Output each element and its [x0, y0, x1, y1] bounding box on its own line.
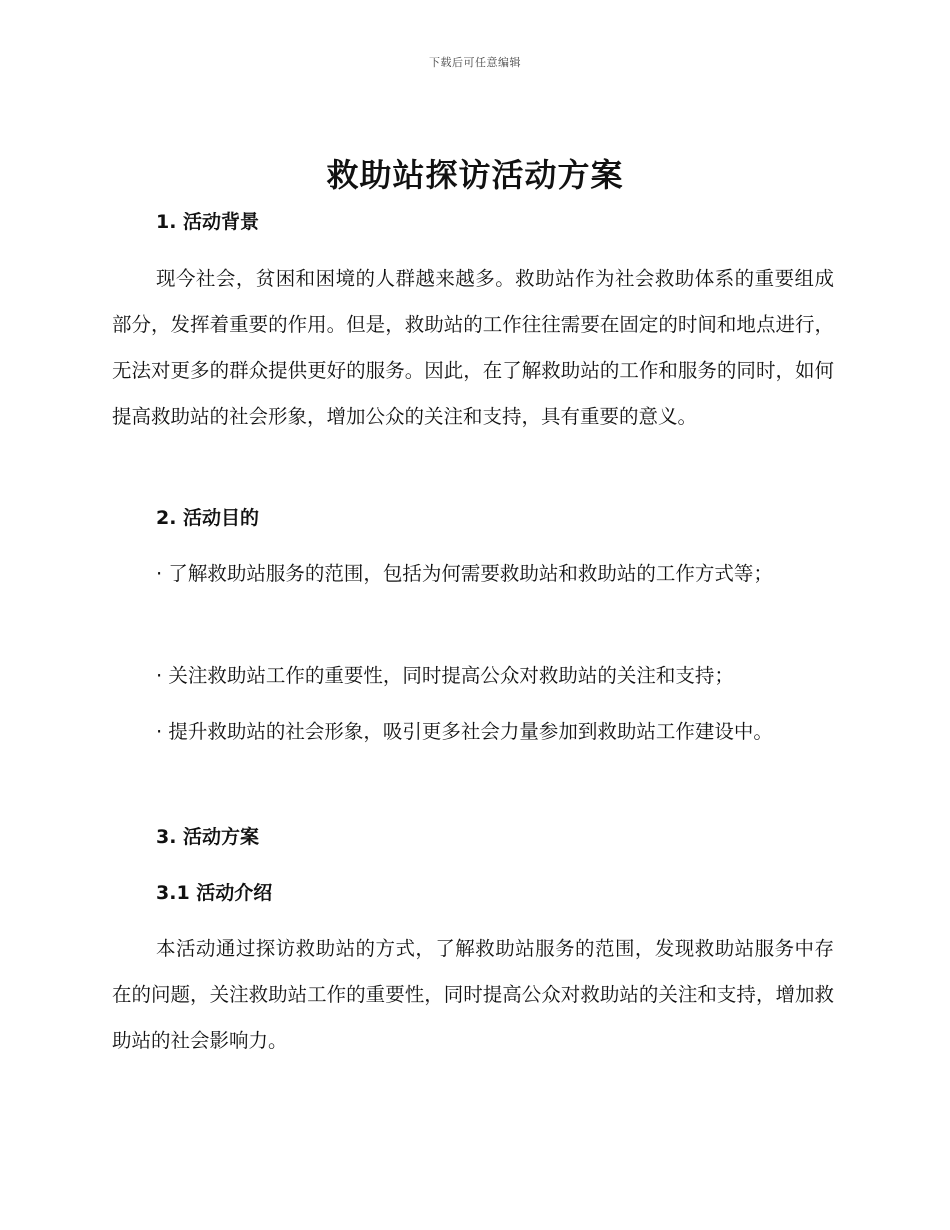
section-heading-plan: 3. 活动方案: [156, 826, 260, 848]
section-heading-purpose: 2. 活动目的: [156, 507, 260, 529]
bullet-item-3: · 提升救助站的社会形象，吸引更多社会力量参加到救助站工作建设中。: [156, 720, 773, 743]
header-note: 下载后可任意编辑: [429, 56, 521, 69]
paragraph-background: 现今社会，贫困和困境的人群越来越多。救助站作为社会救助体系的重要组成部分，发挥着重要的作用。但是，救助站的工作往往需要在固定的时间和地点进行，无法对更多的群众提供更好的服务。因此，在了解救助站的工作和服务的同时，如何提高救助站的社会形象，增加公众的关注和支持，具有重要的意义。: [112, 267, 834, 428]
section-heading-background: 1. 活动背景: [156, 211, 260, 233]
document-title: 救助站探访活动方案: [326, 156, 624, 194]
sub-heading-intro: 3.1 活动介绍: [156, 882, 273, 904]
bullet-item-2: · 关注救助站工作的重要性，同时提高公众对救助站的关注和支持；: [156, 664, 734, 687]
bullet-item-1: · 了解救助站服务的范围，包括为何需要救助站和救助站的工作方式等；: [156, 562, 773, 585]
paragraph-intro: 本活动通过探访救助站的方式，了解救助站服务的范围，发现救助站服务中存在的问题，关注救助站工作的重要性，同时提高公众对救助站的关注和支持，增加救助站的社会影响力。: [112, 937, 834, 1052]
